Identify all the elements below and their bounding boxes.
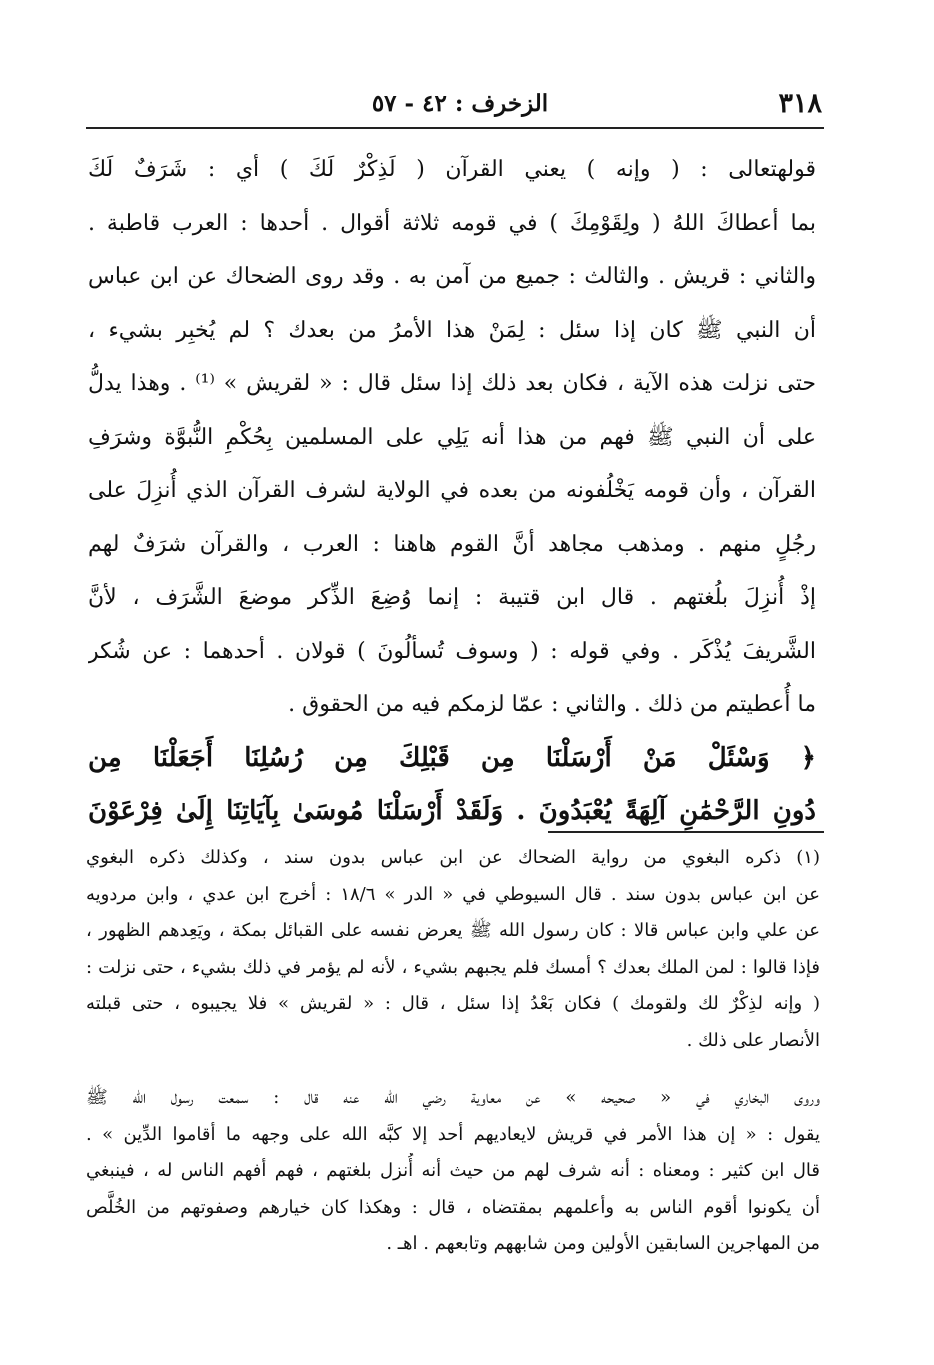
footnote-line: الأنصار على ذلك . [686,1029,820,1051]
footnote-line: أن يكونوا أقوم الناس به وأعلمهم بمقتضاه ، قال : وهكذا كان خيارهم وصفوتهم من الخُلَّص [86,1196,820,1218]
quran-verse-line: دُونِ الرَّحْمَٰنِ آلِهَةً يُعْبَدُونَ . وَلَقَدْ أَرْسَلْنَا مُوسَىٰ بِآيَاتِنَا إِلَىٰ فِرْعَوْنَ [88,796,816,826]
footnote-line: من المهاجرين السابقين الأولين ومن شابههم وتابعهم . اهـ . [386,1233,820,1255]
footnote-continuation [86,1080,820,1263]
footnote-line: يقول : « إن هذا الأمر في قريش لايعاديهم أحد إلا كبَّه الله على وجهه ما أقاموا الدِّين » . [86,1123,820,1145]
text-line: إذْ أُنزِلَ بلُغتهم . قال ابن قتيبة : إنما وُضِعَ الذِّكر موضعَ الشَّرَف ، لأنَّ [88,585,816,610]
text-line: ما أُعطيتم من ذلك . والثاني : عمّا لزمكم فيه من الحقوق . [288,692,816,717]
text-line: قولهتعالى : ( وإنه ) يعني القرآن ( لَذِكْرٌ لَكَ ) أي : شَرَفٌ لَكَ [88,157,816,182]
text-line: حتى نزلت هذه الآية ، فكان بعد ذلك إذا سئل قال : « لقريش » ⁽¹⁾ . وهذا يدلُّ [88,371,816,396]
footnote-line: فإذا قالوا : لمن الملك بعدك ؟ أمسك فلم يجبهم بشيء ، لأنه لم يؤمر في ذلك بشيء ، حتى نزلت : [86,956,820,978]
page-header [98,88,822,128]
footnote-line: عن علي وابن عباس قالا : كان رسول الله ﷺ يعرض نفسه على القبائل بمكة ، ويَعِدهم الظهور ، [86,920,820,942]
footnote-line: عن ابن عباس بدون سند . قال السيوطي في « الدر » ١٨/٦ : أخرج ابن عدي ، وابن مردويه [86,883,820,905]
running-title: الزخرف : ٤٢ - ٥٧ [371,90,549,117]
text-line: أن النبي ﷺ كان إذا سئل : لِمَنْ هذا الأمرُ من بعدك ؟ لم يُخبِر بشيء ، [88,317,816,343]
footnote-line: (١) ذكره البغوي من رواية الضحاك عن ابن عباس بدون سند ، وكذلك ذكره البغوي [86,847,820,868]
footnote-line: وروى البخاري في « صحيحه » عن معاوية رضي الله عنه قال : سمعت رسول الله ﷺ [86,1087,820,1108]
footnote-separator [548,831,824,833]
text-line: القرآن ، وأن قومه يَخْلُفونه من بعده في الولاية لشرف القرآن الذي أُنزِلَ على [88,478,816,503]
footnote-line: قال ابن كثير : ومعناه : أنه شرف لهم من حيث أنه أُنزل بلغتهم ، فهم أفهم الناس له ، فينبغي [86,1160,820,1182]
footnote-1 [86,840,820,1060]
footnote-line: ( وإنه لذِكْرٌ لك ولقومك ) فكان بَعْدُ إذا سئل ، قال : « لقريش » فلا يجيبوه ، حتى قبلته [86,993,820,1015]
page-number: ٣١٨ [778,88,822,119]
header-rule [86,127,824,129]
text-line: رجُلٍ منهم . ومذهب مجاهد أنَّ القوم هاهنا : العرب ، والقرآن شرَفٌ لهم [88,531,816,557]
text-line: على أن النبي ﷺ فهم من هذا أنه يَلِي على المسلمين بِحُكْمِ النُّبوَّة وشرَفِ [88,424,816,450]
text-line: بما أعطاكَ اللهُ ( ولِقَوْمِكَ ) في قومه ثلاثة أقوال . أحدها : العرب قاطبة . [88,210,816,236]
main-text [88,143,816,839]
quran-verse-line: ﴿ وَسْئَلْ مَنْ أَرْسَلْنَا مِن قَبْلِكَ مِن رُسُلِنَا أَجَعَلْنَا مِن [88,742,816,773]
text-line: والثاني : قريش . والثالث : جميع من آمن به . وقد روى الضحاك عن ابن عباس [88,264,816,289]
text-line: الشَّريفَ يُذْكَر . وفي قوله : ( وسوف تُسألُونَ ) قولان . أحدهما : عن شُكر [88,638,816,664]
